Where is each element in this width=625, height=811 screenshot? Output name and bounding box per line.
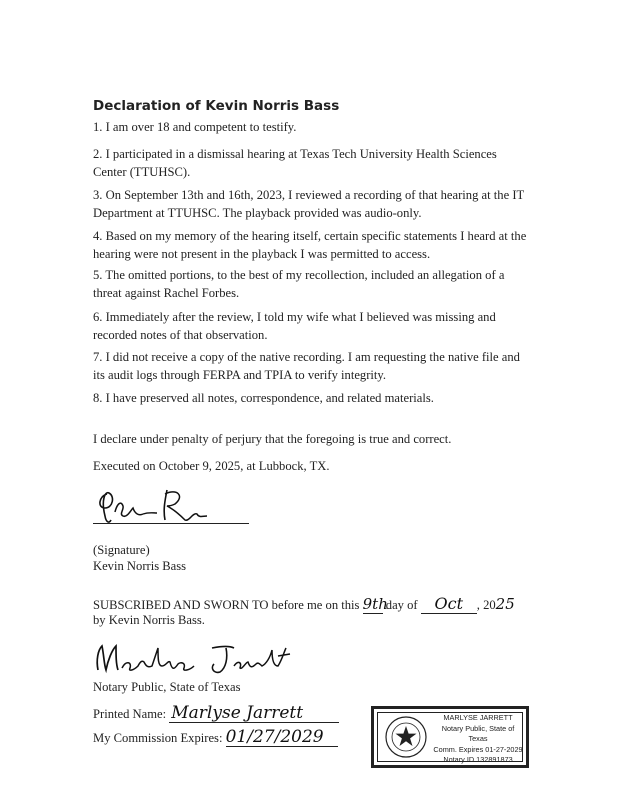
item-2: 2. I participated in a dismissal hearing at Texas Tech University Health Sciences Center (TTUHSC). — [93, 147, 497, 179]
notary-signature — [92, 640, 302, 676]
month-fill: Oct — [421, 595, 477, 614]
perjury-statement: I declare under penalty of perjury that the foregoing is true and correct. — [93, 432, 452, 446]
item-7: 7. I did not receive a copy of the native recording. I am requesting the native file and its audit logs through FERPA and TPIA to verify integrity. — [93, 350, 520, 382]
seal-line-2: Comm. Expires 01-27-2029 — [433, 744, 523, 754]
commission-label: My Commission Expires: — [93, 731, 223, 745]
declarant-signature — [93, 486, 253, 528]
notary-seal — [371, 706, 529, 768]
day-fill: 9th — [362, 595, 388, 613]
signer-name: Kevin Norris Bass — [93, 559, 187, 573]
printed-name-value: Marlyse Jarrett — [169, 704, 339, 723]
seal-line-1: Notary Public, State of Texas — [441, 723, 515, 743]
executed-line: Executed on October 9, 2025, at Lubbock, TX. — [93, 459, 330, 473]
printed-name-label: Printed Name: — [93, 707, 167, 721]
item-5: 5. The omitted portions, to the best of my recollection, included an allegation of a threat against Rachel Forbes. — [93, 268, 505, 300]
document-title: Declaration of Kevin Norris Bass — [93, 98, 340, 114]
item-3: 3. On September 13th and 16th, 2023, I reviewed a recording of that hearing at the IT Department at TTUHSC. The playback provided was audio-only. — [93, 188, 524, 220]
item-4: 4. Based on my memory of the hearing itself, certain specific statements I heard at the hearing were not present in the playback I was permitted to access. — [93, 229, 527, 261]
item-1: 1. I am over 18 and competent to testify. — [93, 120, 297, 134]
notary-role: Notary Public, State of Texas — [93, 680, 241, 694]
commission-value: 01/27/2029 — [226, 728, 338, 747]
item-6: 6. Immediately after the review, I told my wife what I believed was missing and recorded notes of that observation. — [93, 310, 496, 342]
sworn-prefix: SUBSCRIBED AND SWORN TO before me on this — [93, 598, 360, 612]
signature-line — [93, 523, 249, 524]
seal-star-icon — [384, 715, 428, 759]
seal-line-3: Notary ID 132891873 — [443, 755, 513, 764]
day-label: day of — [385, 598, 418, 612]
by-line: by Kevin Norris Bass. — [93, 613, 205, 627]
year-prefix: , 20 — [476, 598, 496, 612]
signature-label: (Signature) — [93, 543, 150, 557]
seal-text — [432, 713, 524, 766]
item-8: 8. I have preserved all notes, correspondence, and related materials. — [93, 391, 434, 405]
seal-notary-name: MARLYSE JARRETT — [443, 713, 513, 722]
year-fill: 25 — [495, 595, 515, 613]
